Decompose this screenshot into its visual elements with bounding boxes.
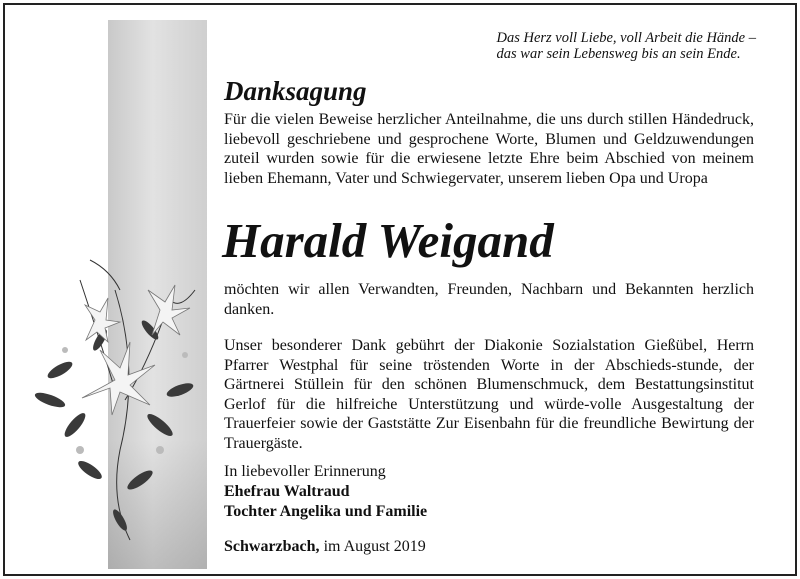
- closing-block: [224, 462, 427, 522]
- place-date: [224, 538, 426, 556]
- signer-1: Ehefrau Waltraud: [224, 483, 350, 500]
- motto-line-1: Das Herz voll Liebe, voll Arbeit die Hände –: [496, 30, 756, 46]
- motto-verse: [497, 30, 757, 62]
- thanks-paragraph-1: Für die vielen Beweise herzlicher Anteilnahme, die uns durch stillen Händedruck, liebevoll geschriebene und gesprochene Worte, Blumen und Geldzuwendungen zuteil wurden sowie für die erwiesene letzte Ehre beim Abschied von meinem lieben Ehemann, Vater und Schwiegervater, unserem lieben Opa und Uropa: [224, 111, 754, 187]
- thanks-paragraph-2: möchten wir allen Verwandten, Freunden, Nachbarn und Bekannten herzlich danken.: [224, 281, 754, 318]
- motto-line-2: das war sein Lebensweg bis an sein Ende.: [496, 46, 741, 62]
- heading: Danksagung: [224, 76, 367, 106]
- place: Schwarzbach,: [224, 538, 320, 555]
- thanks-paragraph-3: Unser besonderer Dank gebührt der Diakonie Sozialstation Gießübel, Herrn Pfarrer Westphal für seine tröstenden Worte in der Abschieds-stunde, der Gärtnerei Stüllein für den schönen Blumenschmuck, dem Bestattungsinstitut Gerlof für die hilfreiche Unterstützung und würde-volle Ausgestaltung der Trauerfeier sowie der Gaststätte Zur Eisenbahn für die freundliche Bewirtung der Trauergäste.: [224, 337, 754, 452]
- signer-2: Tochter Angelika und Familie: [224, 503, 428, 520]
- date: im August 2019: [323, 538, 426, 555]
- flower-arrangement-icon: [20, 250, 220, 550]
- deceased-name: Harald Weigand: [222, 213, 554, 268]
- closing-intro: In liebevoller Erinnerung: [224, 463, 386, 480]
